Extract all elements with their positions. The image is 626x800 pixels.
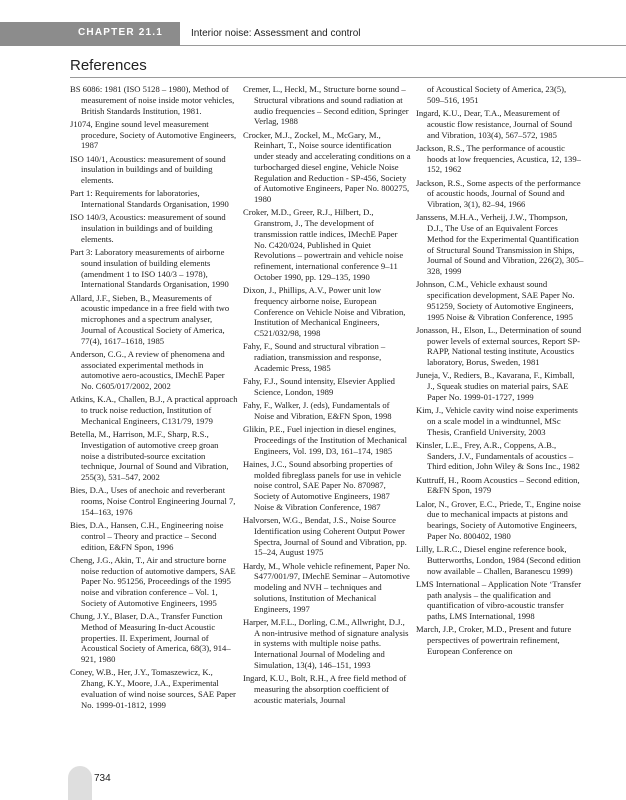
reference-column-1	[70, 84, 238, 713]
reference-entry: Kuttruff, H., Room Acoustics – Second edition, E&FN Spon, 1979	[416, 474, 580, 496]
reference-entry: Bies, D.A., Uses of anechoic and reverberant rooms, Noise Control Engineering Journal 7, 154–163, 1976	[70, 485, 236, 517]
reference-entry: Croker, M.D., Greer, R.J., Hilbert, D., Granstrom, J., The development of transmission rattle indices, IMechE Paper No. C420/024, Published in Quiet Revolutions – powertrain and vehicle noise refinement, international conference 9–11 October 1990, pp. 129–135, 1990	[243, 207, 404, 282]
reference-entry: Atkins, K.A., Challen, B.J., A practical approach to truck noise reduction, Institution of Mechanical Engineers, C131/79, 1979	[70, 394, 238, 426]
reference-column-3	[416, 84, 584, 659]
reference-entry: Coney, W.B., Her, J.Y., Tomaszewicz, K., Zhang, K.Y., Moore, J.A., Experimental evaluation of wind noise sources, SAE Paper No. 1999-01-1812, 1999	[70, 667, 236, 710]
reference-entry: Fahy, F.J., Sound intensity, Elsevier Applied Science, London, 1989	[243, 376, 395, 397]
reference-entry: Cheng, J.G., Akin, T., Air and structure borne noise reduction of automotive dampers, SAE Paper No. 951256, Proceedings of the 1995 noise and vibration conference – Vol. 1, Society of Automotive Engineers, 1995	[70, 554, 236, 608]
reference-entry: Bies, D.A., Hansen, C.H., Engineering noise control – Theory and practice – Second edition, E&FN Spon, 1996	[70, 520, 224, 552]
reference-entry: Lilly, L.R.C., Diesel engine reference book, Butterworths, London, 1984 (Second edition now available – Challen, Baranescu 1999)	[416, 544, 581, 576]
reference-entry: Halvorsen, W.G., Bendat, J.S., Noise Source Identification using Coherent Output Power Spectra, Journal of Sound and Vibration, pp. 15–24, August 1975	[243, 515, 407, 558]
section-rule	[70, 77, 626, 78]
chapter-label: CHAPTER 21.1	[78, 27, 163, 38]
reference-entry: Johnson, C.M., Vehicle exhaust sound specification development, SAE Paper No. 951259, Society of Automotive Engineers, 1995 Noise & Vibration Conference, 1995	[416, 279, 575, 322]
reference-entry: Part 3: Laboratory measurements of airborne sound insulation of building elements (amendment 1 to ISO 140/3 – 1978), International Standards Organisation, 1990	[70, 247, 229, 290]
reference-entry: of Acoustical Society of America, 23(5), 509–516, 1951	[427, 84, 567, 105]
reference-entry: LMS International – Application Note ‘Transfer path analysis – the qualification and quantification of vibro-acoustic transfer paths, LMS International, 1998	[416, 578, 582, 621]
reference-entry: Chung, J.Y., Blaser, D.A., Transfer Function Method of Measuring In-duct Acoustic properties. II. Experiment, Journal of Acoustical Society of America, 68(3), 914–921, 1980	[70, 611, 231, 664]
reference-entry: J1074, Engine sound level measurement procedure, Society of Automotive Engineers, 1987	[70, 118, 237, 151]
reference-entry: ISO 140/1, Acoustics: measurement of sound insulation in buildings and of building elements.	[70, 153, 226, 185]
reference-entry: Jackson, R.S., The performance of acoustic hoods at low frequencies, Acustica, 12, 139–152, 1962	[416, 142, 581, 175]
reference-entry: Kim, J., Vehicle cavity wind noise experiments on a scale model in a windtunnel, MSc Thesis, Cranfield University, 2003	[416, 405, 578, 437]
reference-entry: Ingard, K.U., Bolt, R.H., A free field method of measuring the absorption coefficient of acoustic materials, Journal	[243, 673, 407, 705]
reference-entry: Janssens, M.H.A., Verheij, J.W., Thompson, D.J., The Use of an Equivalent Forces Method for the Experimental Quantification of Structural Sound Transmission in Ships, Journal of Sound and Vibration, 226(2), 305–328, 1999	[416, 212, 584, 276]
running-header	[0, 0, 626, 46]
reference-entry: March, J.P., Croker, M.D., Present and future perspectives of powertrain refinement, European Conference on	[416, 624, 572, 656]
reference-entry: Allard, J.F., Sieben, B., Measurements of acoustic impedance in a free field with two microphones and a spectrum analyser, Journal of Acoustical Society of America, 77(4), 1617–1618, 1985	[70, 292, 230, 346]
reference-entry: Hardy, M., Whole vehicle refinement, Paper No. S477/001/97, IMechE Seminar – Automotive modeling and NVH – techniques and solutions, Institution of Mechanical Engineers, 1997	[243, 560, 411, 614]
reference-entry: Part 1: Requirements for laboratories, International Standards Organisation, 1990	[70, 188, 229, 209]
reference-entry: Betella, M., Harrison, M.F., Sharp, R.S., Investigation of automotive creep groan noise a distributed-source excitation technique, Journal of Sound and Vibration, 255(3), 531–547, 2002	[70, 429, 229, 482]
chapter-title: Interior noise: Assessment and control	[191, 28, 361, 39]
reference-entry: Dixon, J., Phillips, A.V., Power unit low frequency airborne noise, European Conference on Vehicle Noise and Vibration, Institution of Mechanical Engineers, C521/032/98, 1998	[243, 285, 406, 338]
reference-entry: Jonasson, H., Elson, L., Determination of sound power levels of external sources, Report SP-RAPP, National testing institute, Acoustics laboratory, Borus, Sweden, 1981	[416, 324, 582, 367]
reference-entry: Jackson, R.S., Some aspects of the performance of acoustic hoods, Journal of Sound and Vibration, 3(1), 82–94, 1966	[416, 177, 581, 209]
reference-entry: Ingard, K.U., Dear, T.A., Measurement of acoustic flow resistance, Journal of Sound and Vibration, 103(4), 567–572, 1985	[416, 108, 573, 140]
reference-entry: Anderson, C.G., A review of phenomena and associated experimental methods in automotive aero-acoustics, IMechE Paper No. C605/017/2002, 2002	[70, 348, 225, 391]
reference-entry: Cremer, L., Heckl, M., Structure borne sound – Structural vibrations and sound radiation at audio frequencies – Second edition, Springer Verlag, 1988	[243, 84, 409, 127]
reference-entry: Glikin, P.E., Fuel injection in diesel engines, Proceedings of the Institution of Mechanical Engineers, Vol. 199, D3, 161–174, 1985	[243, 424, 407, 456]
reference-entry: Juneja, V., Rediers, B., Kavarana, F., Kimball, J., Squeak studies on material pairs, SAE Paper No. 1999-01-1727, 1999	[416, 370, 575, 402]
reference-entry: ISO 140/3, Acoustics: measurement of sound insulation in buildings and of building elements.	[70, 212, 226, 244]
reference-entry: Fahy, F., Sound and structural vibration – radiation, transmission and response, Academic Press, 1985	[243, 341, 386, 373]
reference-entry: Haines, J.C., Sound absorbing properties of molded fibreglass panels for use in vehicle noise control, SAE Paper No. 870987, Society of Automotive Engineers, 1987 Noise & Vibration Conference, 1987	[243, 458, 402, 512]
header-rule	[180, 45, 626, 46]
reference-entry: Crocker, M.J., Zockel, M., McGary, M., Reinhart, T., Noise source identification under steady and accelerating conditions on a turbocharged diesel engine, Vehicle Noise Regulation and Reduction - SP-456, Society of Automotive Engineers, Paper No. 800275, 1980	[243, 129, 411, 204]
reference-column-2	[243, 84, 411, 708]
reference-entry: Fahy, F., Walker, J. (eds), Fundamentals of Noise and Vibration, E&FN Spon, 1998	[243, 400, 392, 421]
reference-entry: Lalor, N., Grover, E.C., Priede, T., Engine noise due to mechanical impacts at pistons and bearings, Society of Automotive Engineers, Paper No. 800402, 1980	[416, 498, 581, 541]
reference-entry: Kinsler, L.E., Frey, A.R., Coppens, A.B., Sanders, J.V., Fundamentals of acoustics – Third edition, John Wiley & Sons Inc., 1982	[416, 439, 580, 472]
reference-entry: Harper, M.F.L., Dorling, C.M., Allwright, D.J., A non-intrusive method of signature analysis in systems with multiple noise paths. International Journal of Modeling and Simulation, 13(4), 146–151, 1993	[243, 616, 409, 670]
page-number: 734	[94, 773, 111, 784]
section-title: References	[70, 57, 147, 74]
page-number-tab	[68, 766, 92, 800]
reference-entry: BS 6086: 1981 (ISO 5128 – 1980), Method of measurement of noise inside motor vehicles, British Standards Institution, 1981.	[70, 84, 235, 116]
